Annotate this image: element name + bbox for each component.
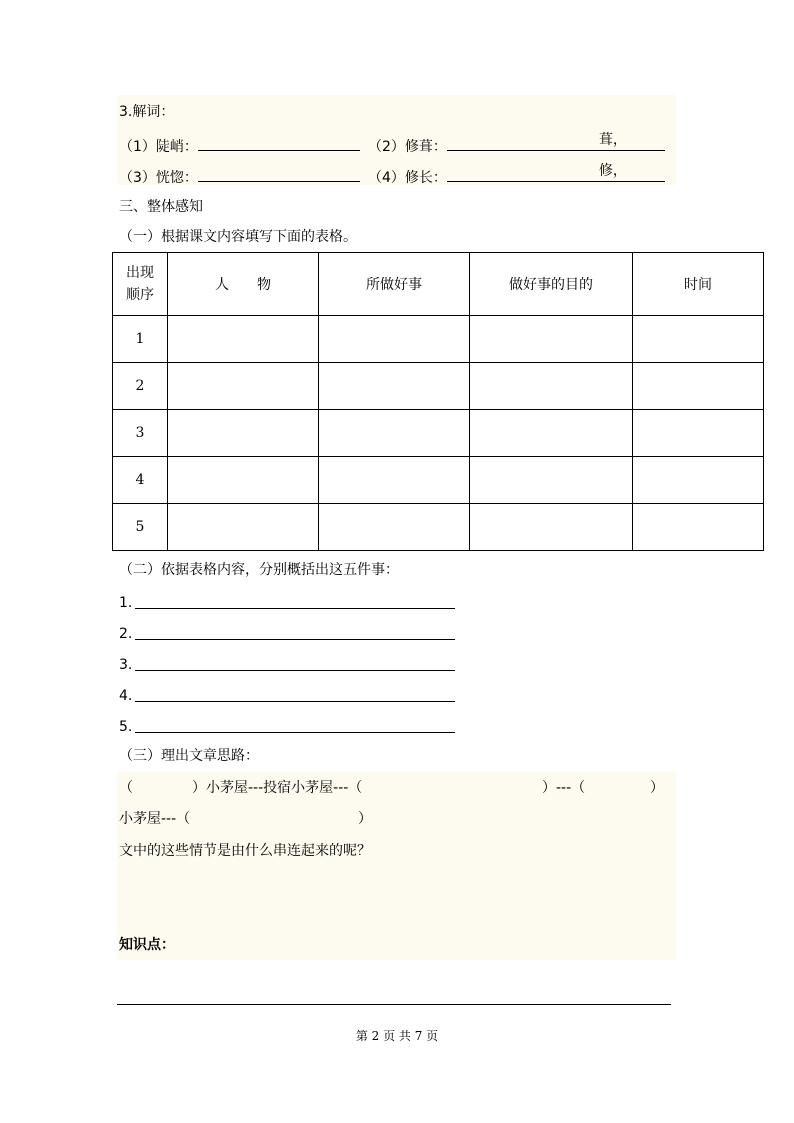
vocab-blank-2[interactable]: [447, 134, 665, 151]
part2-heading: （二）依据表格内容，分别概括出这五件事：: [119, 562, 399, 578]
cell-time[interactable]: [633, 316, 764, 363]
vocab-tail-2: 葺，: [598, 132, 627, 148]
header-order: 出现 顺序: [113, 253, 168, 316]
summary-line-5[interactable]: [135, 732, 455, 733]
table-row: [113, 457, 764, 504]
outline-segment-1: ）小茅屋---投宿小茅屋---（: [192, 780, 363, 796]
cell-time[interactable]: [633, 504, 764, 551]
row-number: 1: [113, 316, 168, 363]
outline-shade: [117, 772, 676, 960]
cell-deed[interactable]: [319, 316, 470, 363]
summary-label-3: 3.: [119, 657, 133, 673]
knowledge-label: 知识点：: [119, 937, 175, 953]
vocab-blank-3[interactable]: [198, 165, 360, 182]
vocab-item-2: [368, 134, 665, 157]
header-purpose: 做好事的目的: [470, 253, 633, 316]
cell-purpose[interactable]: [470, 504, 633, 551]
outline-segment-2: ）---（: [542, 780, 586, 796]
row-number: 2: [113, 363, 168, 410]
footer-divider: [117, 1004, 671, 1005]
vocab-item-1: [119, 134, 360, 157]
cell-deed[interactable]: [319, 457, 470, 504]
page-footer: 第 2 页 共 7 页: [355, 1029, 439, 1043]
cell-person[interactable]: [168, 410, 319, 457]
vocab-label-3: （3）恍惚：: [119, 170, 198, 186]
outline-line2-start: 小茅屋---（: [119, 811, 191, 827]
table-row: [113, 316, 764, 363]
cell-deed[interactable]: [319, 504, 470, 551]
vocab-blank-4[interactable]: [447, 165, 665, 182]
summary-label-2: 2.: [119, 626, 133, 642]
cell-purpose[interactable]: [470, 316, 633, 363]
cell-deed[interactable]: [319, 363, 470, 410]
outline-line2-end: ）: [358, 811, 372, 827]
vocab-label-4: （4）修长：: [368, 170, 447, 186]
table-row: [113, 410, 764, 457]
vocab-item-3: [119, 165, 360, 188]
summary-line-2[interactable]: [135, 639, 455, 640]
row-number: 5: [113, 504, 168, 551]
cell-person[interactable]: [168, 363, 319, 410]
vocab-item-4: [368, 165, 665, 188]
cell-time[interactable]: [633, 410, 764, 457]
fill-in-table: [112, 252, 764, 551]
outline-open-1: （: [119, 780, 133, 796]
cell-deed[interactable]: [319, 410, 470, 457]
summary-line-3[interactable]: [135, 670, 455, 671]
vocab-label-1: （1）陡峭：: [119, 139, 198, 155]
table-header-row: [113, 253, 764, 316]
cell-purpose[interactable]: [470, 457, 633, 504]
section-heading: 三、整体感知: [119, 199, 203, 215]
vocab-label-2: （2）修葺：: [368, 139, 447, 155]
summary-label-5: 5.: [119, 719, 133, 735]
outline-question: 文中的这些情节是由什么串连起来的呢？: [119, 843, 371, 859]
row-number: 4: [113, 457, 168, 504]
cell-person[interactable]: [168, 457, 319, 504]
cell-purpose[interactable]: [470, 410, 633, 457]
table-row: [113, 504, 764, 551]
summary-label-4: 4.: [119, 688, 133, 704]
vocab-tail-4: 修，: [598, 163, 627, 179]
cell-purpose[interactable]: [470, 363, 633, 410]
cell-time[interactable]: [633, 457, 764, 504]
header-deed: 所做好事: [319, 253, 470, 316]
outline-segment-3: ）: [650, 780, 664, 796]
part3-heading: （三）理出文章思路：: [119, 748, 259, 764]
cell-time[interactable]: [633, 363, 764, 410]
summary-line-1[interactable]: [135, 608, 455, 609]
header-person: 人 物: [168, 253, 319, 316]
row-number: 3: [113, 410, 168, 457]
table-row: [113, 363, 764, 410]
part1-heading: （一）根据课文内容填写下面的表格。: [119, 229, 357, 245]
header-time: 时间: [633, 253, 764, 316]
summary-label-1: 1.: [119, 595, 133, 611]
summary-line-4[interactable]: [135, 701, 455, 702]
cell-person[interactable]: [168, 316, 319, 363]
vocab-blank-1[interactable]: [198, 134, 360, 151]
vocab-heading: 3.解词：: [119, 104, 175, 120]
cell-person[interactable]: [168, 504, 319, 551]
